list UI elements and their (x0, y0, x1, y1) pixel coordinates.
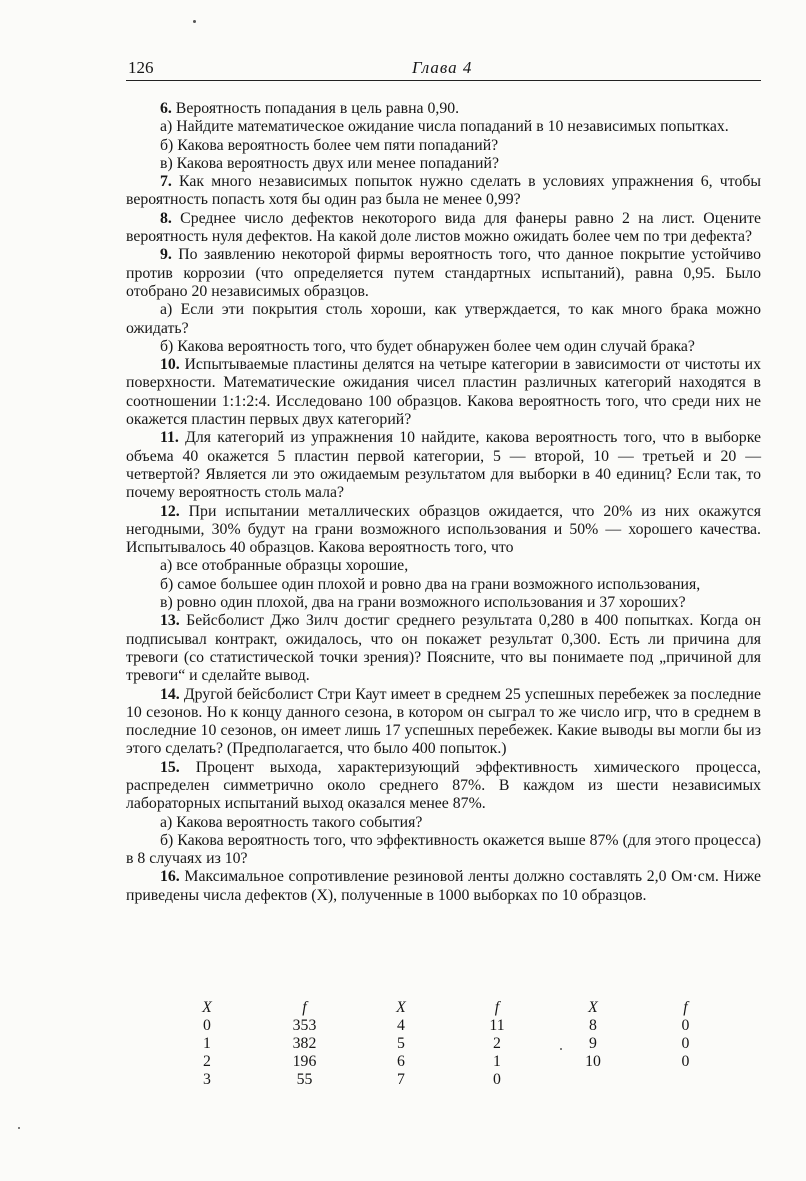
exercise-paragraph (126, 576, 761, 594)
page-header (126, 58, 761, 81)
table-cell: 5 (397, 1035, 405, 1052)
exercise-paragraph (126, 832, 761, 869)
exercise-number: 12. (160, 502, 180, 520)
exercise-paragraph (126, 173, 761, 210)
table-cell: 7 (397, 1071, 405, 1088)
column-header: X (588, 999, 598, 1016)
table-cell: 4 (397, 1017, 405, 1034)
exercise-paragraph (126, 868, 761, 905)
table-row (181, 1053, 753, 1071)
table-cell: 6 (397, 1053, 405, 1070)
exercise-paragraph (126, 686, 761, 759)
exercise-number: 16. (160, 868, 180, 886)
table-row (181, 1071, 753, 1089)
exercise-paragraph (126, 338, 761, 356)
exercise-paragraph (126, 210, 761, 247)
exercise-text-run: По заявлению некоторой фирмы вероятность того, что данное покрытие устойчиво против коррозии (что определяется путем стандартных испытаний), равна 0,95. Было отобрано 20 независимых образцов. (126, 246, 761, 300)
exercise-paragraph (126, 356, 761, 429)
table-cell: 382 (292, 1035, 317, 1052)
exercise-paragraph (126, 612, 761, 685)
exercise-paragraph (126, 594, 761, 612)
page-number: 126 (128, 58, 154, 77)
exercise-paragraph (126, 429, 761, 502)
exercise-number: 10. (160, 356, 180, 374)
exercise-paragraph (126, 301, 761, 338)
exercise-text-run: б) Какова вероятность того, что эффективность окажется выше 87% (для этого процесса) в 8 случаях из 10? (126, 831, 761, 868)
exercise-paragraph (126, 759, 761, 814)
column-header: f (302, 999, 307, 1016)
exercise-text-run: а) Найдите математическое ожидание числа попаданий в 10 независимых попытках. (160, 118, 729, 136)
defects-frequency-table (181, 999, 753, 1089)
exercise-text-run: б) самое большее один плохой и ровно два на грани возможного использования, (160, 575, 701, 593)
table-cell: 0 (681, 1017, 690, 1034)
exercise-text-run: а) Если эти покрытия столь хороши, как утверждается, то как много брака можно ожидать? (126, 301, 761, 337)
table-cell: 2 (493, 1035, 501, 1052)
exercise-number: 6. (160, 100, 172, 117)
print-speck (560, 1048, 562, 1050)
column-header: X (396, 999, 406, 1016)
table-cell: 0 (681, 1053, 690, 1070)
table-cell: 1 (493, 1053, 501, 1070)
exercise-number: 13. (160, 612, 180, 630)
table-cell: 1 (203, 1035, 211, 1052)
exercise-paragraph (126, 118, 761, 136)
exercise-paragraph (126, 503, 761, 558)
exercise-text (126, 100, 761, 905)
exercise-text-run: Вероятность попадания в цель равна 0,90. (171, 100, 460, 117)
exercise-text-run: в) Какова вероятность двух или менее попаданий? (160, 154, 499, 172)
exercise-text-run: Для категорий из упражнения 10 найдите, какова вероятность того, что в выборке объема 40 окажется 5 пластин первой категории, 5 — второй, 10 — третьей и 20 — четвертой? Является ли это ожидаемым результатом для выборки в 40 единиц? Если так, то почему вероятность столь мала? (126, 429, 761, 502)
exercise-number: 9. (160, 246, 172, 264)
exercise-number: 11. (160, 429, 179, 447)
exercise-paragraph (126, 814, 761, 832)
exercise-text-run: б) Какова вероятность более чем пяти попаданий? (160, 136, 499, 154)
exercise-text-run: Максимальное сопротивление резиновой ленты должно составлять 2,0 Ом·см. Ниже приведены числа дефектов (X), полученные в 1000 выборках по 10 образцов. (126, 868, 761, 904)
table-cell: 3 (203, 1071, 211, 1088)
table-cell: 11 (489, 1017, 505, 1034)
table-cell: 55 (296, 1071, 313, 1088)
print-speck (193, 20, 196, 23)
exercise-text-run: б) Какова вероятность того, что будет обнаружен более чем один случай брака? (160, 337, 695, 355)
exercise-text-run: Другой бейсболист Стри Каут имеет в среднем 25 успешных перебежек за последние 10 сезонов. Но к концу данного сезона, в котором он сыграл то же число игр, что в среднем в последние 10 сезонов, он имеет лишь 17 успешных перебежек. Какие выводы вы могли бы из этого сделать? (Предполагается, что было 400 попыток.) (126, 685, 761, 758)
exercise-text-run: Среднее число дефектов некоторого вида для фанеры равно 2 на лист. Оцените вероятность нуля дефектов. На какой доле листов можно ожидать более чем по три дефекта? (126, 209, 761, 246)
exercise-text-run: При испытании металлических образцов ожидается, что 20% из них окажутся негодными, 30% будут на грани возможного использования и 50% — хорошего качества. Испытывалось 40 образцов. Какова вероятность того, что (126, 502, 761, 557)
table-cell: 10 (585, 1053, 601, 1070)
column-header: f (494, 999, 500, 1016)
exercise-text-run: а) Какова вероятность такого события? (160, 813, 423, 831)
exercise-text-run: Как много независимых попыток нужно сделать в условиях упражнения 6, чтобы вероятность попасть хотя бы один раз была не менее 0,99? (126, 173, 761, 209)
table-row (181, 1035, 753, 1053)
column-header: X (202, 999, 212, 1016)
table-cell: 8 (589, 1017, 597, 1034)
table-cell (568, 1071, 618, 1089)
table-cell: 0 (203, 1017, 211, 1034)
exercise-paragraph (126, 100, 761, 118)
exercise-paragraph (126, 137, 761, 155)
exercise-text-run: Бейсболист Джо Зилч достиг среднего результата 0,280 в 400 попытках. Когда он подписывал контракт, ожидалось, что он покажет результат 0,300. Есть ли причина для тревоги (со статистической точки зрения)? Поясните, что вы понимаете под „причиной для тревоги“ и сделайте вывод. (126, 612, 761, 685)
table-cell: 9 (589, 1035, 597, 1052)
column-header: f (683, 999, 688, 1016)
table-row (181, 1017, 753, 1035)
exercise-number: 15. (160, 758, 180, 776)
table-cell: 0 (493, 1071, 501, 1088)
print-speck (18, 1127, 20, 1129)
exercise-text-run: в) ровно один плохой, два на грани возможного использования и 37 хороших? (160, 594, 686, 612)
table-cell: 196 (292, 1053, 317, 1070)
exercise-text-run: Испытываемые пластины делятся на четыре категории в зависимости от чистоты их поверхности. Математические ожидания чисел пластин различных категорий находятся в соотношении 1:1:2:4. Исследовано 100 образцов. Какова вероятность того, что среди них не окажется пластин первых двух категорий? (126, 356, 761, 429)
exercise-text-run: Процент выхода, характеризующий эффективность химического процесса, распределен симметрично около среднего 87%. В каждом из шести независимых лабораторных испытаний выход оказался менее 87%. (126, 758, 761, 813)
exercise-number: 8. (160, 209, 172, 227)
exercise-number: 7. (160, 173, 172, 191)
table-cell: 353 (292, 1017, 317, 1034)
table-cell: 0 (681, 1035, 690, 1052)
table-header-row (181, 999, 753, 1017)
table-cell: 2 (203, 1053, 211, 1070)
exercise-paragraph (126, 155, 761, 173)
exercise-paragraph (126, 246, 761, 301)
chapter-title: Глава 4 (412, 58, 473, 77)
exercise-number: 14. (160, 685, 180, 703)
table-cell (618, 1071, 753, 1089)
exercise-paragraph (126, 557, 761, 575)
exercise-text-run: а) все отобранные образцы хорошие, (160, 557, 409, 575)
